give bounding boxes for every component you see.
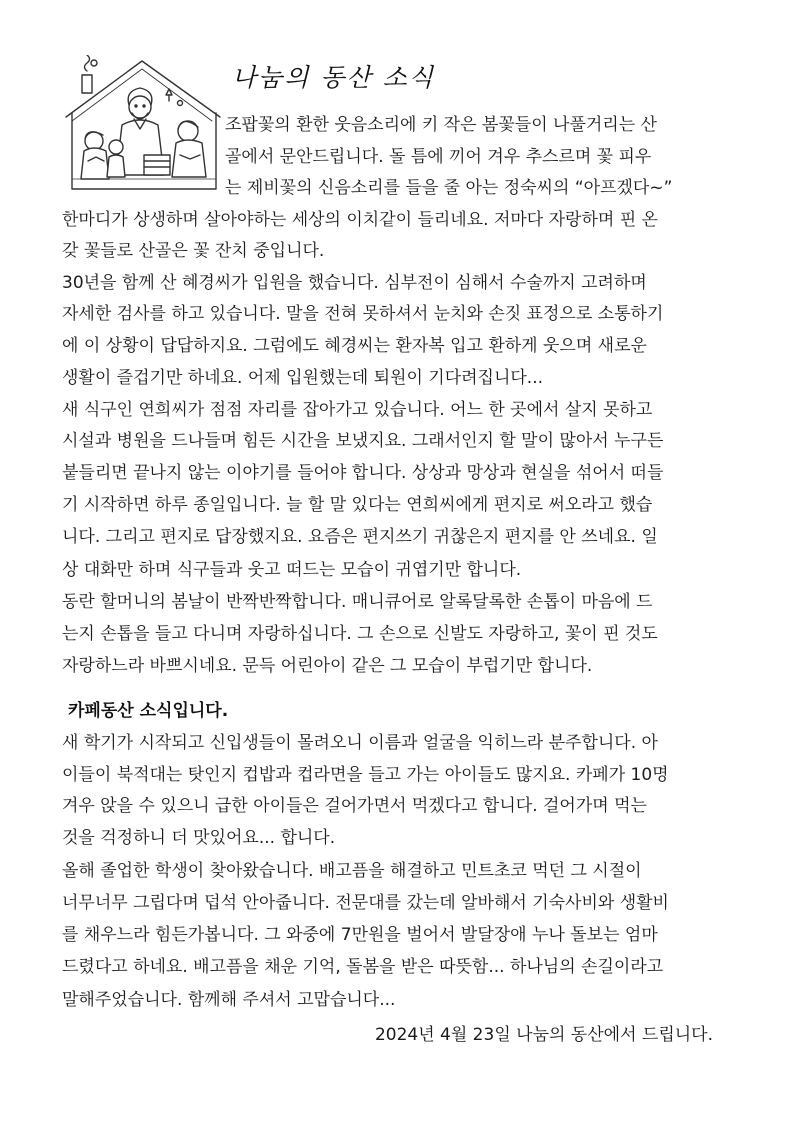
body-line: 한마디가 상생하며 살아야하는 세상의 이치같이 들리네요. 저마다 자랑하며 핀 온: [62, 210, 658, 230]
signature-line: 2024년 4월 23일 나눔의 동산에서 드립니다.: [374, 1025, 713, 1045]
body-line: 는지 손톱을 들고 다니며 자랑하십니다. 그 손으로 신발도 자랑하고, 꽃이 핀 것도: [62, 624, 658, 644]
body-line: 자세한 검사를 하고 있습니다. 말을 전혀 못하셔서 눈치와 손짓 표정으로 소통하기: [62, 304, 664, 324]
body-line: 새 식구인 연희씨가 점점 자리를 잡아가고 있습니다. 어느 한 곳에서 살지 못하고: [62, 400, 653, 420]
body-line: 시설과 병원을 드나들며 힘든 시간을 보냈지요. 그래서인지 할 말이 많아서 누구든: [62, 431, 664, 451]
intro-line: 조팝꽃의 환한 웃음소리에 키 작은 봄꽃들이 나풀거리는 산: [225, 115, 657, 135]
body-line: 붙들리면 끝나지 않는 이야기를 들어야 합니다. 상상과 망상과 현실을 섞어서 떠들: [62, 463, 664, 483]
body-line: 갖 꽃들로 산골은 꽃 잔치 중입니다.: [62, 241, 325, 261]
cafe-line: 올해 졸업한 학생이 찾아왔습니다. 배고픔을 해결하고 민트초코 먹던 그 시절이: [62, 861, 642, 881]
cafe-line: 것을 걱정하니 더 맛있어요... 합니다.: [62, 828, 336, 848]
body-line: 30년을 함께 산 혜경씨가 입원을 했습니다. 심부전이 심해서 수술까지 고려하며: [62, 273, 647, 293]
house-family-illustration: [60, 55, 225, 195]
intro-line: 골에서 문안드립니다. 돌 틈에 끼어 겨우 추스르며 꽃 피우: [225, 147, 652, 167]
cafe-section-heading: 카페동산 소식입니다.: [68, 701, 229, 721]
cafe-line: 이들이 북적대는 탓인지 컵밥과 컵라면을 들고 가는 아이들도 많지요. 카페가 10명: [62, 765, 669, 785]
body-line: 에 이 상황이 답답하지요. 그럼에도 혜경씨는 환자복 입고 환하게 웃으며 새로운: [62, 336, 647, 356]
cafe-line: 말해주었습니다. 함께해 주셔서 고맙습니다...: [62, 990, 396, 1010]
cafe-line: 드렸다고 하네요. 배고픔을 채운 기억, 돌봄을 받은 따뜻함... 하나님의 손길이라고: [62, 957, 664, 977]
body-line: 동란 할머니의 봄날이 반짝반짝합니다. 매니큐어로 알록달록한 손톱이 마음에 드: [62, 592, 653, 612]
cafe-line: 새 학기가 시작되고 신입생들이 몰려오니 이름과 얼굴을 익히느라 분주합니다. 아: [62, 733, 658, 753]
body-line: 상 대화만 하며 식구들과 웃고 떠드는 모습이 귀엽기만 합니다.: [62, 560, 522, 580]
body-line: 생활이 즐겁기만 하네요. 어제 입원했는데 퇴원이 기다려집니다...: [62, 368, 544, 388]
newsletter-title: 나눔의 동산 소식: [232, 63, 435, 92]
body-line: 자랑하느라 바쁘시네요. 문득 어린아이 같은 그 모습이 부럽기만 합니다.: [62, 656, 593, 676]
cafe-line: 너무너무 그립다며 덥석 안아줍니다. 전문대를 갔는데 알바해서 기숙사비와 생활비: [62, 893, 669, 913]
cafe-line: 를 채우느라 힘든가봅니다. 그 와중에 7만원을 벌어서 발달장애 누나 돌보는 엄마: [62, 925, 658, 945]
body-line: 기 시작하면 하루 종일입니다. 늘 할 말 있다는 연희씨에게 편지로 써오라고 했습: [62, 495, 653, 515]
cafe-line: 겨우 앉을 수 있으니 급한 아이들은 걸어가면서 먹겠다고 합니다. 걸어가며 먹는: [62, 796, 647, 816]
body-line: 니다. 그리고 편지로 답장했지요. 요즘은 편지쓰기 귀찮은지 편지를 안 쓰네요. 일: [62, 527, 658, 547]
intro-line: 는 제비꽃의 신음소리를 들을 줄 아는 정숙씨의 “아프겠다~”: [225, 178, 673, 198]
